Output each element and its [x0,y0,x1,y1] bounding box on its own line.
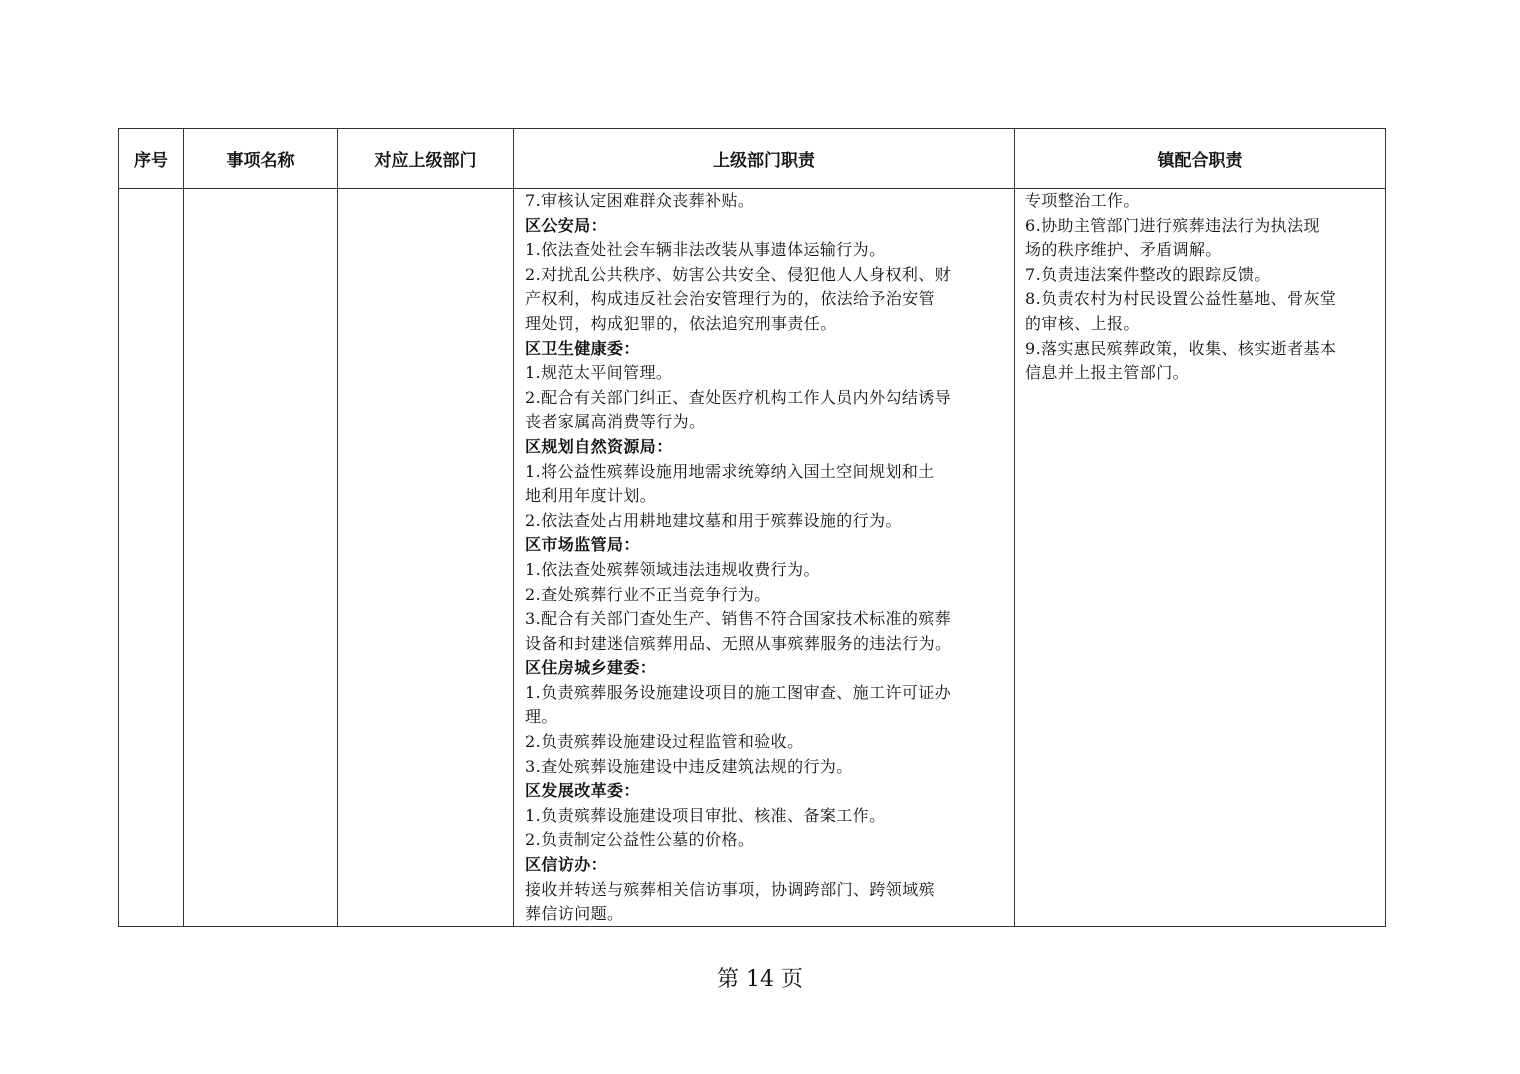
town-duty-line: 场的秩序维护、矛盾调解。 [1025,240,1222,260]
duty-line: 2.查处殡葬行业不正当竞争行为。 [525,584,771,604]
column-divider [183,129,184,926]
town-duty-line: 9.落实惠民殡葬政策，收集、核实逝者基本 [1025,338,1337,358]
department-heading: 区发展改革委： [525,781,640,801]
duty-line: 葬信访问题。 [525,904,624,924]
page-number: 第 14 页 [717,967,803,992]
department-heading: 区市场监管局： [525,535,640,555]
department-heading: 区卫生健康委： [525,338,640,358]
duty-line: 2.负责制定公益性公墓的价格。 [525,830,755,850]
header-serial-number: 序号 [134,151,168,171]
town-duty-line: 专项整治工作。 [1025,191,1140,210]
header-item-name: 事项名称 [226,151,295,171]
duty-line: 1.负责殡葬设施建设项目审批、核准、备案工作。 [525,805,886,825]
duty-line: 2.配合有关部门纠正、查处医疗机构工作人员内外勾结诱导 [525,387,952,407]
duty-line: 2.依法查处占用耕地建坟墓和用于殡葬设施的行为。 [525,510,902,530]
duty-line: 1.将公益性殡葬设施用地需求统筹纳入国土空间规划和土 [525,461,935,481]
duty-line: 丧者家属高消费等行为。 [525,412,706,432]
duty-line: 7.审核认定困难群众丧葬补贴。 [525,191,755,210]
duty-line: 理处罚，构成犯罪的，依法追究刑事责任。 [525,313,837,333]
town-duty-line: 信息并上报主管部门。 [1025,363,1190,383]
header-upper-duties: 上级部门职责 [713,151,815,171]
department-heading: 区规划自然资源局： [525,436,673,456]
duty-line: 3.查处殡葬设施建设中违反建筑法规的行为。 [525,756,853,776]
duty-line: 理。 [525,707,558,727]
duty-line: 接收并转送与殡葬相关信访事项，协调跨部门、跨领域殡 [525,879,936,899]
upper-duties-cell [525,189,951,927]
duty-line: 1.负责殡葬服务设施建设项目的施工图审查、施工许可证办 [525,682,952,702]
duties-table [118,128,1386,927]
column-divider [513,129,514,926]
header-town-duties: 镇配合职责 [1157,151,1243,171]
duty-line: 2.负责殡葬设施建设过程监管和验收。 [525,732,804,752]
duty-line: 地利用年度计划。 [525,486,657,506]
department-heading: 区住房城乡建委： [525,658,657,678]
duty-line: 设备和封建迷信殡葬用品、无照从事殡葬服务的违法行为。 [525,633,952,653]
duty-line: 1.依法查处殡葬领域违法违规收费行为。 [525,559,820,579]
column-divider [1014,129,1015,926]
town-duty-line: 7.负责违法案件整改的跟踪反馈。 [1025,264,1271,284]
department-heading: 区信访办： [525,855,608,875]
duty-line: 1.规范太平间管理。 [525,363,673,383]
header-upper-department: 对应上级部门 [374,151,477,171]
column-divider [337,129,338,926]
town-duties-cell [1025,189,1336,386]
department-heading: 区公安局： [525,215,608,235]
duty-line: 1.依法查处社会车辆非法改装从事遗体运输行为。 [525,240,886,260]
town-duty-line: 8.负责农村为村民设置公益性墓地、骨灰堂 [1025,289,1337,309]
duty-line: 3.配合有关部门查处生产、销售不符合国家技术标准的殡葬 [525,609,952,629]
duty-line: 产权利，构成违反社会治安管理行为的，依法给予治安管 [525,289,936,309]
town-duty-line: 的审核、上报。 [1025,313,1140,333]
duty-line: 2.对扰乱公共秩序、妨害公共安全、侵犯他人人身权利、财 [525,264,952,284]
town-duty-line: 6.协助主管部门进行殡葬违法行为执法现 [1025,215,1320,235]
